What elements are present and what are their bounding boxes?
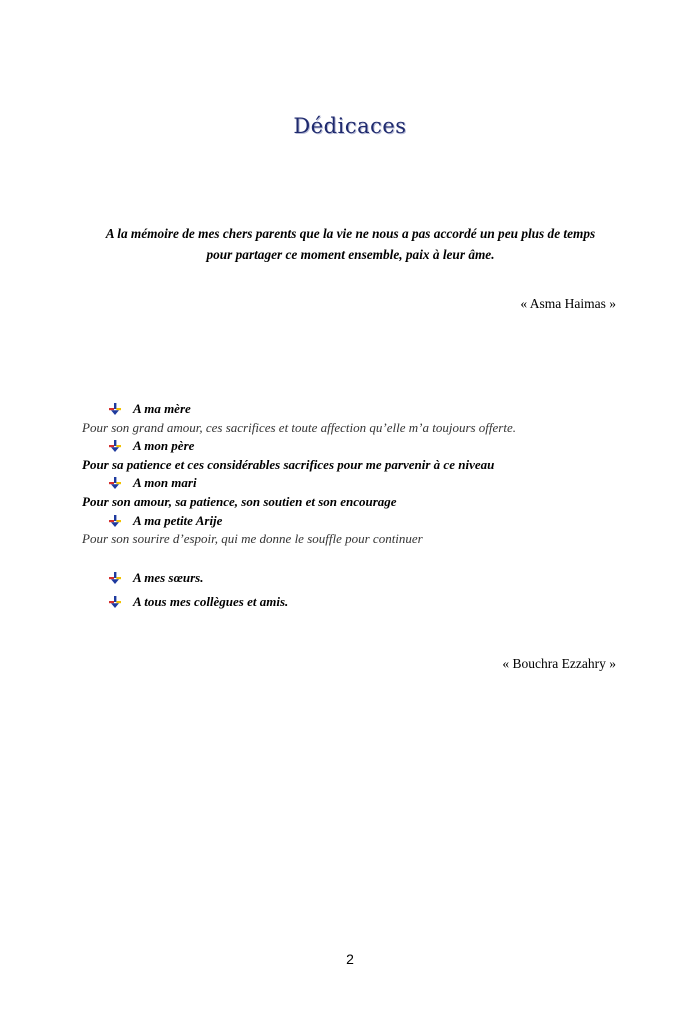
memorial-paragraph [88, 223, 613, 265]
dedication-heading-husband: A mon mari [82, 474, 642, 493]
dedication-text-mother: Pour son grand amour, ces sacrifices et toute affection qu’elle m’a toujours offerte. [82, 419, 516, 435]
page-title: Dédicaces [293, 114, 407, 138]
arrow-down-bullet-icon [109, 515, 121, 527]
dedication-text-husband: Pour son amour, sa patience, son soutien et son encourage [82, 493, 397, 509]
arrow-down-bullet-icon [109, 572, 121, 584]
page-number: 2 [346, 951, 354, 967]
dedication-text-father: Pour sa patience et ces considérables sacrifices pour me parvenir à ce niveau [82, 456, 495, 472]
signature-bouchra: « Bouchra Ezzahry » [502, 656, 616, 671]
dedication-heading-daughter: A ma petite Arije [82, 512, 642, 531]
dedication-heading-father: A mon père [82, 437, 642, 456]
arrow-down-bullet-icon [109, 440, 121, 452]
signature-asma: « Asma Haimas » [520, 296, 616, 311]
memorial-line-1: A la mémoire de mes chers parents que la vie ne nous a pas accordé un peu plus de temps [105, 226, 596, 241]
dedication-heading-sisters: A mes sœurs. [82, 569, 642, 588]
memorial-line-2: pour partager ce moment ensemble, paix à leur âme. [206, 247, 495, 262]
arrow-down-bullet-icon [109, 477, 121, 489]
dedication-heading-mother: A ma mère [82, 400, 642, 419]
dedication-heading-colleagues: A tous mes collègues et amis. [82, 593, 642, 612]
arrow-down-bullet-icon [109, 403, 121, 415]
dedication-list [82, 400, 642, 612]
arrow-down-bullet-icon [109, 596, 121, 608]
dedication-text-daughter: Pour son sourire d’espoir, qui me donne le souffle pour continuer [82, 531, 423, 547]
